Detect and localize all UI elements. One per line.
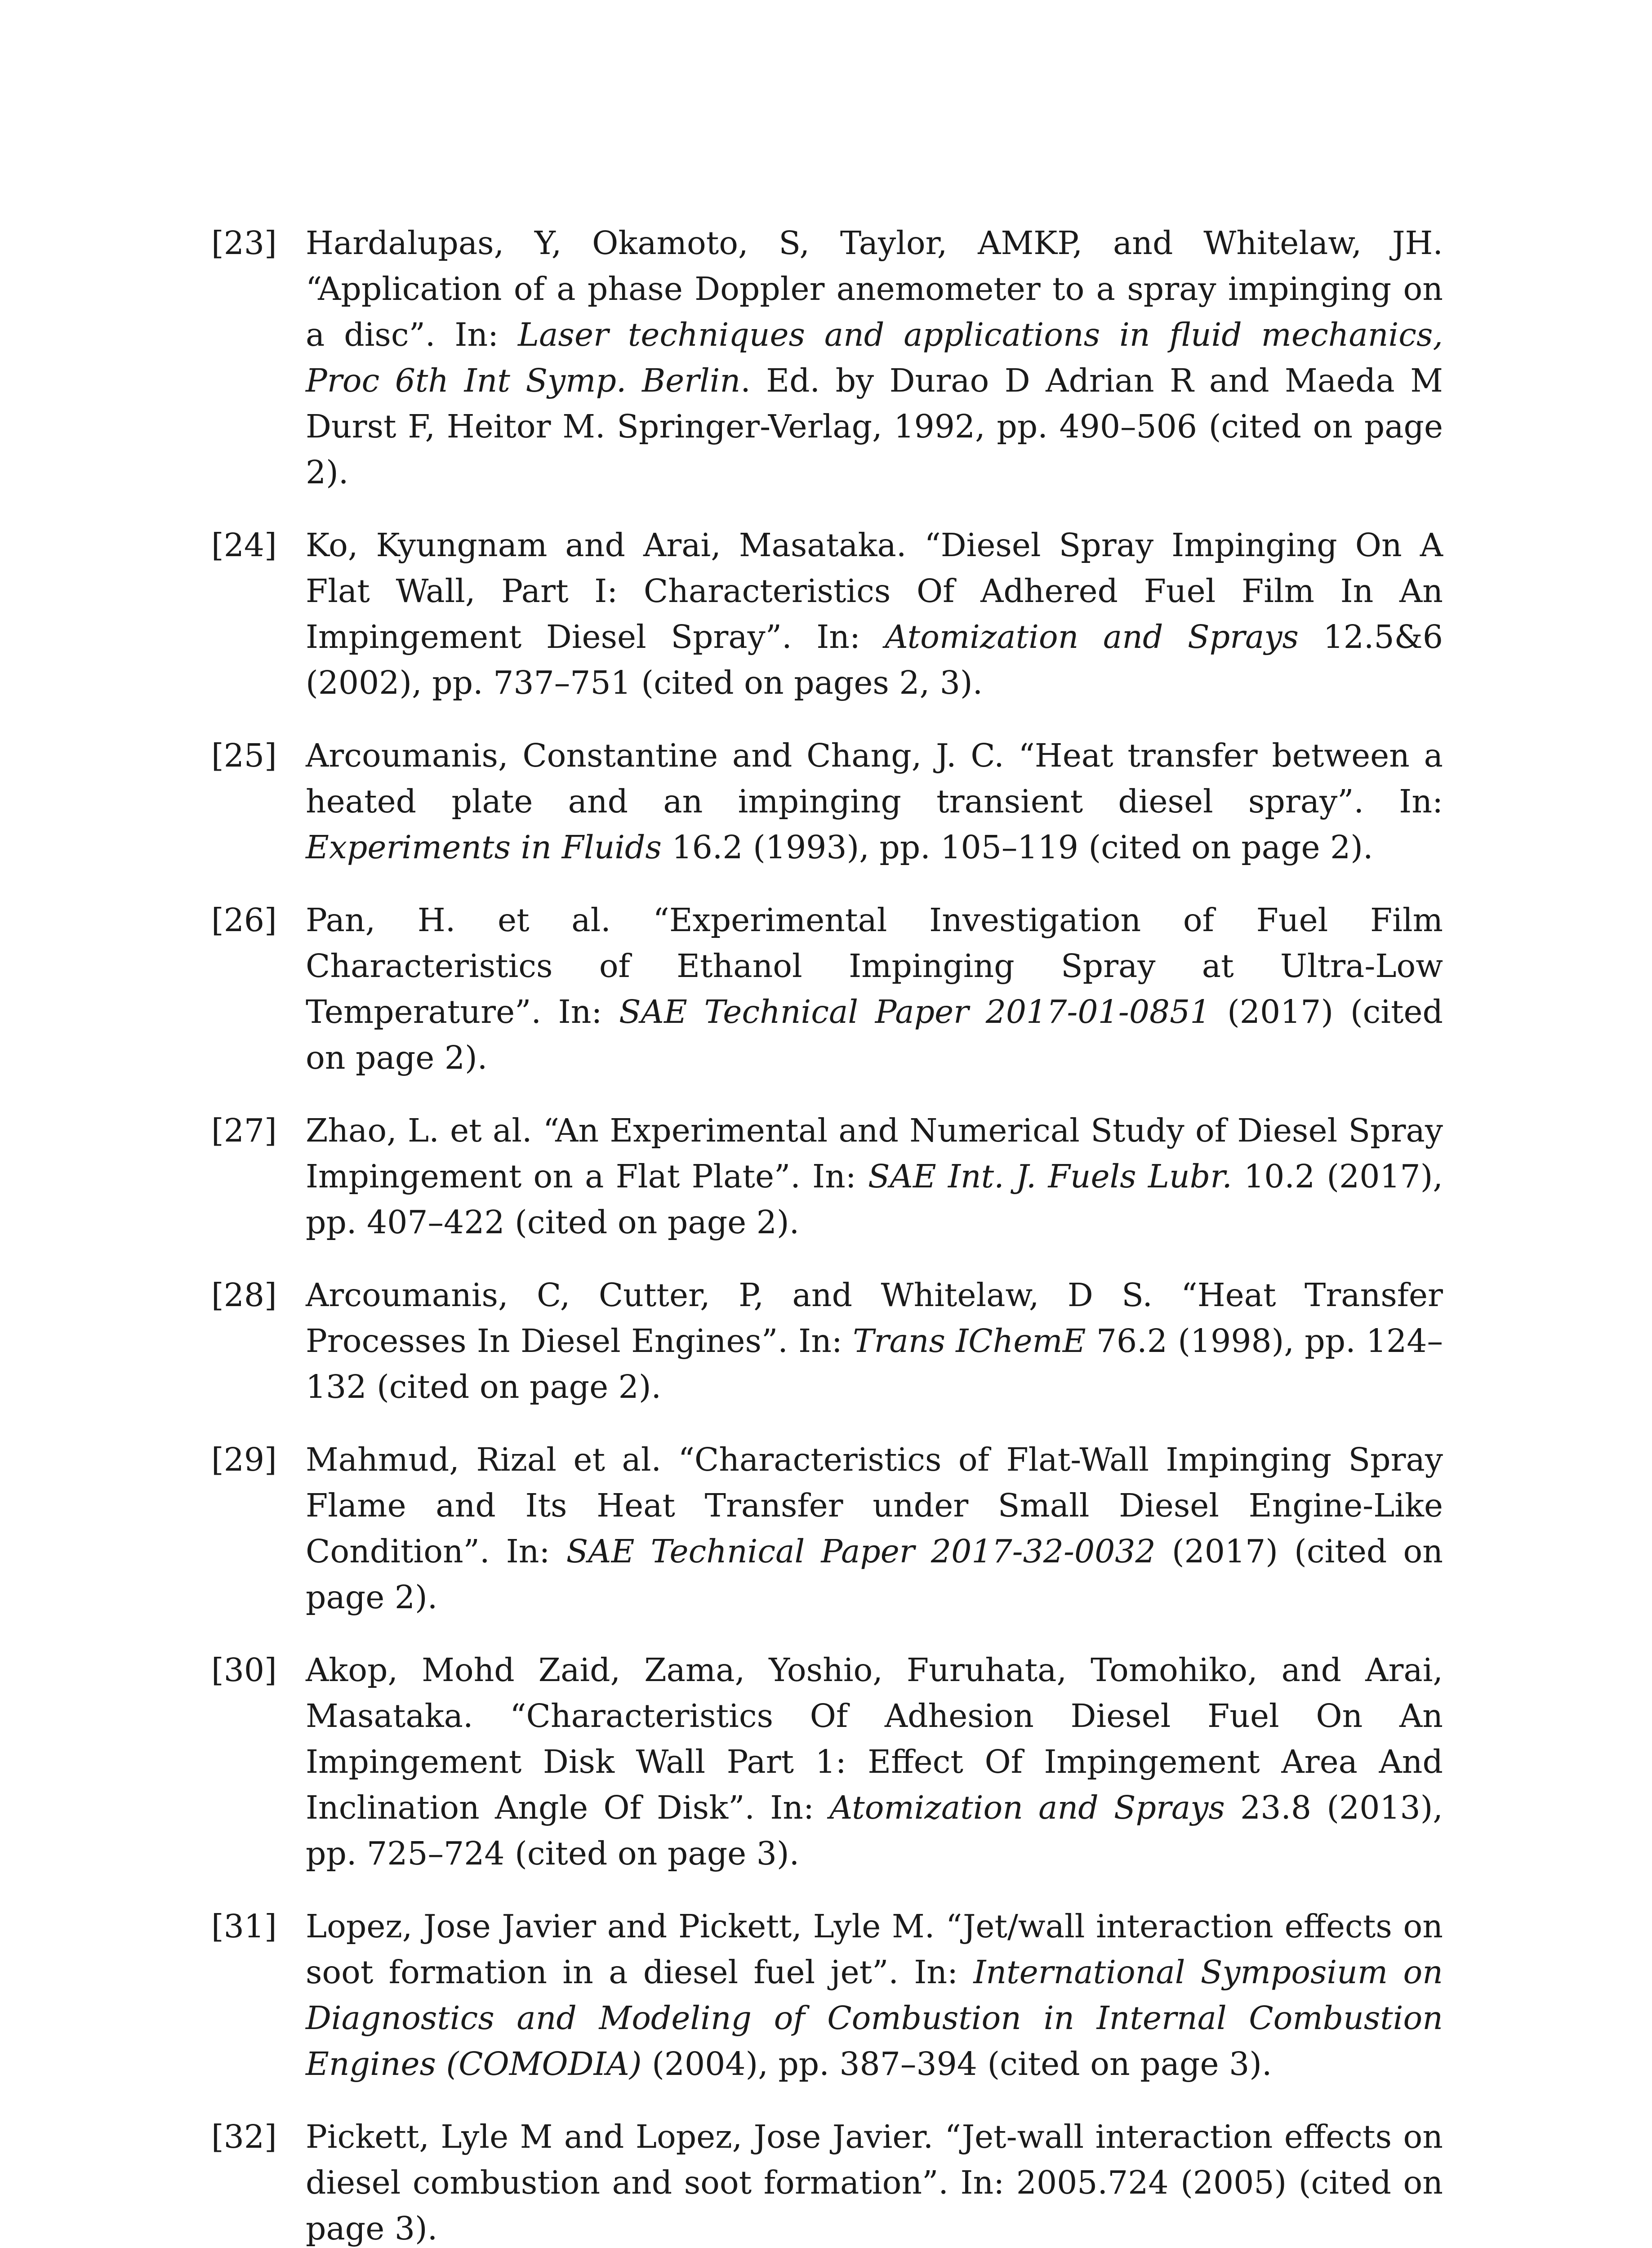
reference-29 [211,1437,1443,1620]
reference-25 [211,733,1443,870]
reference-28 [211,1272,1443,1410]
reference-number: [32] [211,2118,277,2155]
reference-text-segment: Arcoumanis, C, Cutter, P, and Whitelaw, D S. “Heat Transfer Processes In Diesel Engines”. In: [306,1276,1443,1360]
reference-text-segment: 16.2 (1993), pp. 105–119 (cited on page 2). [661,829,1373,866]
reference-source-title: Atomization and Sprays [885,618,1299,656]
reference-text-segment: 76.2 (1998), pp. 124–132 (cited on page 2). [306,1322,1443,1405]
reference-23 [211,220,1443,495]
reference-text-segment: (2017) (cited on page 2). [306,1533,1443,1616]
reference-text-segment: Ko, Kyungnam and Arai, Masataka. “Diesel Spray Impinging On A Flat Wall, Part I: Characteristics Of Adhered Fuel Film In An Impingement Diesel Spray”. In: [306,526,1443,656]
reference-text-segment: 23.8 (2013), pp. 725–724 (cited on page 3). [306,1789,1443,1872]
reference-24 [211,522,1443,706]
reference-27 [211,1108,1443,1245]
reference-text-segment: Pickett, Lyle M and Lopez, Jose Javier. “Jet-wall interaction effects on diesel combustion and soot formation”. In: 2005.724 (2005) (cited on page 3). [306,2118,1443,2247]
reference-number: [30] [211,1651,277,1689]
reference-text-segment: Lopez, Jose Javier and Pickett, Lyle M. “Jet/wall interaction effects on soot formation in a diesel fuel jet”. In: [306,1908,1443,1991]
reference-source-title: SAE Technical Paper 2017-32-0032 [566,1533,1156,1570]
reference-source-title: International Symposium on Diagnostics and Modeling of Combustion in Internal Combustion Engines (COMODIA) [306,1954,1443,2083]
reference-number: [23] [211,224,277,262]
reference-text-segment: . Ed. by Durao D Adrian R and Maeda M Durst F, Heitor M. Springer-Verlag, 1992, pp. 490–506 (cited on page 2). [306,362,1443,491]
reference-31 [211,1904,1443,2087]
reference-26 [211,897,1443,1081]
reference-text-segment: (2017) (cited on page 2). [306,993,1443,1076]
reference-text-segment: Mahmud, Rizal et al. “Characteristics of Flat-Wall Impinging Spray Flame and Its Heat Transfer under Small Diesel Engine-Like Condition”. In: [306,1441,1443,1570]
reference-number: [26] [211,901,277,939]
reference-text-segment: (2004), pp. 387–394 (cited on page 3). [641,2045,1272,2083]
reference-number: [31] [211,1908,277,1945]
reference-text-segment: 12.5&6 (2002), pp. 737–751 (cited on pages 2, 3). [306,618,1443,701]
reference-text-segment: Zhao, L. et al. “An Experimental and Numerical Study of Diesel Spray Impingement on a Flat Plate”. In: [306,1112,1443,1195]
reference-number: [25] [211,737,277,774]
reference-number: [29] [211,1441,277,1478]
bibliography [211,220,1443,2248]
reference-source-title: SAE Int. J. Fuels Lubr. [868,1158,1232,1195]
reference-text-segment: Hardalupas, Y, Okamoto, S, Taylor, AMKP, and Whitelaw, JH. “Application of a phase Doppler anemometer to a spray impinging on a disc”. In: [306,224,1443,353]
reference-32 [211,2114,1443,2248]
reference-text-segment: Akop, Mohd Zaid, Zama, Yoshio, Furuhata, Tomohiko, and Arai, Masataka. “Characteristics Of Adhesion Diesel Fuel On An Impingement Disk Wall Part 1: Effect Of Impingement Area And Inclination Angle Of Disk”. In: [306,1651,1443,1826]
reference-source-title: Atomization and Sprays [829,1789,1225,1826]
reference-30 [211,1647,1443,1877]
reference-number: [28] [211,1276,277,1314]
reference-number: [27] [211,1112,277,1149]
reference-source-title: Trans IChemE [853,1322,1086,1360]
reference-source-title: SAE Technical Paper 2017-01-0851 [619,993,1211,1030]
reference-text-segment: Arcoumanis, Constantine and Chang, J. C. “Heat transfer between a heated plate and an impinging transient diesel spray”. In: [306,737,1443,820]
reference-source-title: Experiments in Fluids [306,829,662,866]
reference-text-segment: Pan, H. et al. “Experimental Investigation of Fuel Film Characteristics of Ethanol Impinging Spray at Ultra-Low Temperature”. In: [306,901,1443,1030]
reference-source-title: Laser techniques and applications in fluid mechanics, Proc 6th Int Symp. Berlin [306,316,1443,399]
reference-text-segment: 10.2 (2017), pp. 407–422 (cited on page 2). [306,1158,1443,1241]
reference-number: [24] [211,526,277,564]
